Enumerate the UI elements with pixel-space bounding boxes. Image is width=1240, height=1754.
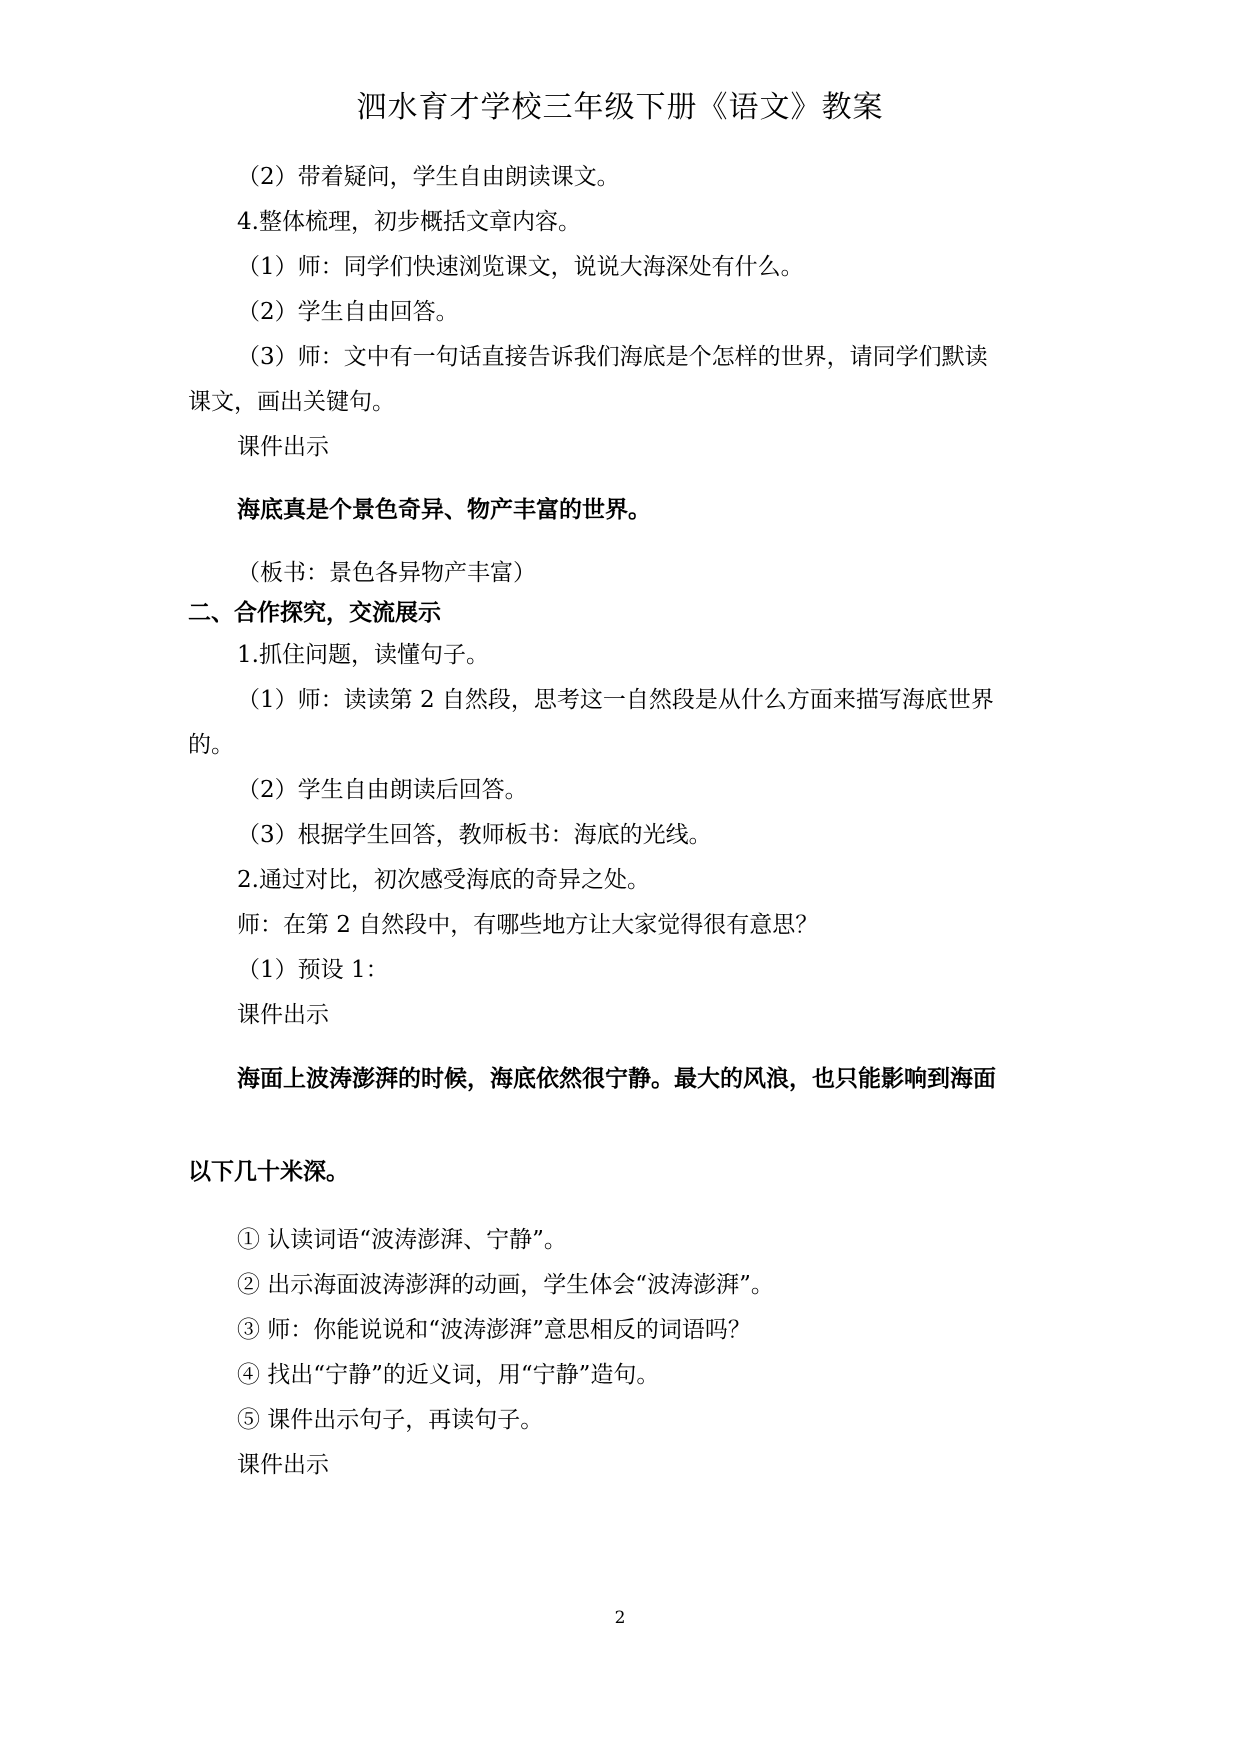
section-heading: 二、合作探究，交流展示 <box>188 600 441 626</box>
page-title: 泗水育才学校三年级下册《语文》教案 <box>356 90 884 125</box>
paragraph-continuation: 课文，画出关键句。 <box>188 389 395 415</box>
page-number: 2 <box>614 1608 626 1628</box>
paragraph-continuation: 的。 <box>188 732 234 758</box>
paragraph: 课件出示 <box>237 1002 329 1028</box>
list-item: ② 出示海面波涛澎湃的动画，学生体会“波涛澎湃”。 <box>237 1272 774 1298</box>
paragraph: 师：在第 2 自然段中，有哪些地方让大家觉得很有意思？ <box>237 912 819 938</box>
paragraph: 4.整体梳理，初步概括文章内容。 <box>237 209 581 235</box>
paragraph: 1.抓住问题，读懂句子。 <box>237 642 489 668</box>
paragraph: （3）根据学生回答，教师板书：海底的光线。 <box>237 822 712 848</box>
paragraph: 2.通过对比，初次感受海底的奇异之处。 <box>237 867 650 893</box>
slide-text-continuation: 以下几十米深。 <box>188 1159 349 1185</box>
slide-text: 海面上波涛澎湃的时候，海底依然很宁静。最大的风浪，也只能影响到海面 <box>237 1066 996 1092</box>
paragraph: （2）学生自由回答。 <box>237 299 459 325</box>
paragraph: （3）师：文中有一句话直接告诉我们海底是个怎样的世界，请同学们默读 <box>237 344 988 370</box>
paragraph: （板书：景色各异物产丰富） <box>237 560 536 586</box>
paragraph: （1）师：读读第 2 自然段，思考这一自然段是从什么方面来描写海底世界 <box>237 687 994 713</box>
paragraph: （2）带着疑问，学生自由朗读课文。 <box>237 164 620 190</box>
list-item: ⑤ 课件出示句子，再读句子。 <box>237 1407 544 1433</box>
paragraph: 课件出示 <box>237 1452 329 1478</box>
paragraph: （1）预设 1： <box>237 957 389 983</box>
paragraph: （2）学生自由朗读后回答。 <box>237 777 528 803</box>
list-item: ④ 找出“宁静”的近义词，用“宁静”造句。 <box>237 1362 660 1388</box>
paragraph: 课件出示 <box>237 434 329 460</box>
list-item: ③ 师：你能说说和“波涛澎湃”意思相反的词语吗？ <box>237 1317 751 1343</box>
paragraph: （1）师：同学们快速浏览课文，说说大海深处有什么。 <box>237 254 804 280</box>
slide-text: 海底真是个景色奇异、物产丰富的世界。 <box>237 497 651 523</box>
list-item: ① 认读词语“波涛澎湃、宁静”。 <box>237 1227 567 1253</box>
